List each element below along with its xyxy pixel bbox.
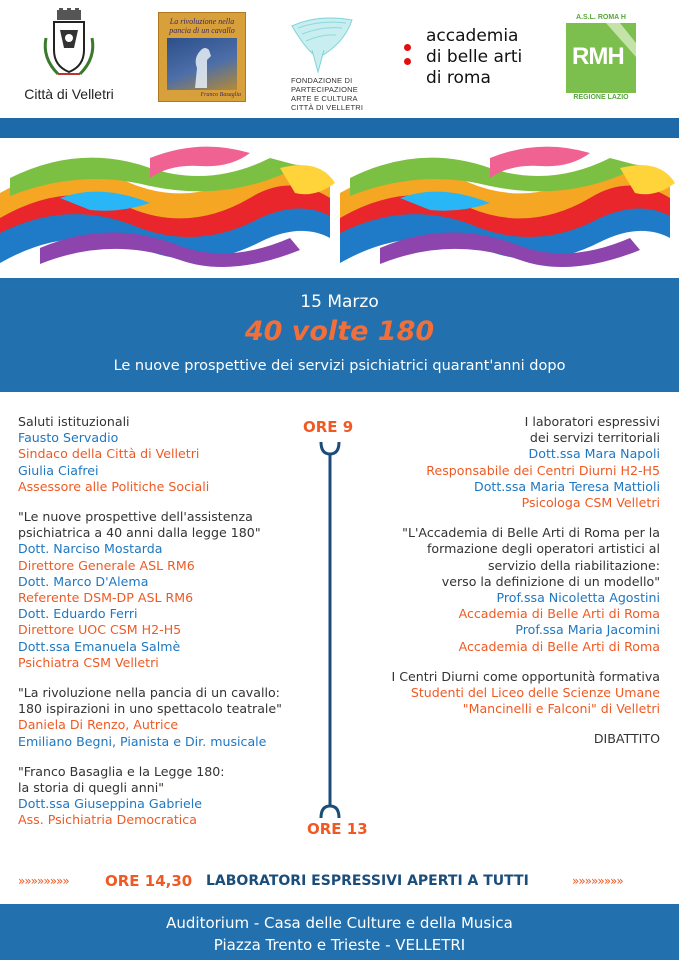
logo-book-rivoluzione (158, 12, 246, 102)
program-line: Dott. Marco D'Alema (18, 573, 149, 589)
accademia-line: di belle arti (426, 47, 523, 67)
chevrons-right-icon: »»»»»»»» (572, 874, 623, 888)
fondazione-line: ARTE E CULTURA (291, 94, 358, 103)
program-block (355, 731, 660, 747)
fondazione-line: CITTÀ DI VELLETRI (291, 103, 364, 112)
top-blue-band (0, 118, 679, 138)
event-date: 15 Marzo (300, 292, 379, 312)
program-block (18, 764, 318, 829)
program-line: Dott.ssa Giuseppina Gabriele (18, 796, 203, 812)
logo-asl-roma-h (563, 14, 639, 108)
program-line: I laboratori espressivi (524, 414, 660, 429)
horse-silhouette-icon (167, 38, 237, 90)
program-block (18, 509, 318, 671)
program-line: Fausto Servadio (18, 430, 119, 446)
asl-mark-box (566, 23, 636, 93)
asl-mark-text: RMH (572, 43, 624, 70)
program-line: 180 ispirazioni in uno spettacolo teatrale" (18, 701, 282, 717)
logo-citta-di-velletri (10, 8, 128, 108)
program-line: Dott.ssa Maria Teresa Mattioli (474, 478, 660, 494)
event-title: 40 volte 180 (244, 316, 435, 347)
venue-address: Piazza Trento e Trieste - VELLETRI (213, 936, 466, 954)
program-line: Prof.ssa Nicoletta Agostini (496, 590, 660, 606)
program-line: Responsabile dei Centri Diurni H2-H5 (426, 462, 660, 478)
afternoon-label: LABORATORI ESPRESSIVI APERTI A TUTTI (206, 873, 529, 889)
program-line: Prof.ssa Maria Jacomini (515, 622, 660, 638)
fondazione-line: PARTECIPAZIONE (291, 85, 358, 94)
logo-fondazione (288, 14, 394, 114)
program-line: Daniela Di Renzo, Autrice (18, 717, 179, 733)
velletri-caption: Città di Velletri (24, 86, 114, 102)
program-line: Assessore alle Politiche Sociali (18, 478, 210, 494)
book-title: La rivoluzione nella pancia di un cavallo (169, 17, 235, 35)
asl-top-text: A.S.L. ROMA H (576, 14, 626, 21)
program-block (18, 685, 318, 750)
program-line: Accademia di Belle Arti di Roma (458, 638, 660, 654)
paint-splash-banner (0, 138, 679, 278)
chevrons-left-icon: »»»»»»»» (18, 874, 69, 888)
program-line: Referente DSM-DP ASL RM6 (18, 590, 194, 606)
venue-name: Auditorium - Casa delle Culture e della Musica (166, 914, 513, 932)
program-line: Dott. Narciso Mostarda (18, 541, 163, 557)
program-block (18, 414, 318, 495)
fondazione-text (291, 76, 363, 112)
program-line: Dott.ssa Emanuela Salmè (18, 638, 181, 654)
logo-accademia (404, 26, 554, 96)
program-line: Emiliano Begni, Pianista e Dir. musicale (18, 733, 267, 749)
program-line: "Le nuove prospettive dell'assistenza (18, 509, 253, 525)
program-left-column (18, 414, 318, 843)
afternoon-line (0, 868, 679, 896)
program-line: DIBATTITO (593, 731, 660, 747)
program-line: "Franco Basaglia e la Legge 180: (18, 763, 225, 779)
program-section (0, 392, 679, 862)
fondazione-line: FONDAZIONE DI (291, 76, 353, 85)
fondazione-shell-icon (288, 14, 358, 74)
program-line: I Centri Diurni come opportunità formativa (391, 668, 660, 684)
afternoon-time: ORE 14,30 (105, 872, 193, 890)
program-line: la storia di quegli anni" (18, 780, 165, 796)
program-line: "La rivoluzione nella pancia di un cavallo: (18, 685, 280, 701)
start-time: ORE 9 (303, 418, 354, 436)
program-line: Dott.ssa Mara Napoli (528, 446, 660, 462)
paint-splash-icon (0, 138, 679, 278)
asl-bottom-text: REGIONE LAZIO (573, 94, 629, 101)
title-banner (0, 278, 679, 392)
program-line: formazione degli operatori artistici al (426, 541, 660, 557)
program-line: Psicologa CSM Velletri (521, 495, 660, 511)
program-line: verso la definizione di un modello" (441, 573, 660, 589)
logo-header (0, 0, 679, 118)
venue-footer (0, 904, 679, 960)
program-line: Psichiatra CSM Velletri (18, 654, 159, 670)
program-line: Ass. Psichiatria Democratica (18, 812, 197, 828)
program-block (355, 669, 660, 718)
program-line: servizio della riabilitazione: (487, 557, 660, 573)
program-line: Accademia di Belle Arti di Roma (458, 606, 660, 622)
accademia-line: accademia (426, 26, 519, 46)
program-line: Direttore UOC CSM H2-H5 (18, 622, 182, 638)
event-subtitle: Le nuove prospettive dei servizi psichiatrici quarant'anni dopo (113, 358, 566, 374)
book-cover-image (167, 38, 237, 90)
program-line: Giulia Ciafrei (18, 462, 99, 478)
program-line: psichiatrica a 40 anni dalla legge 180" (18, 525, 261, 541)
program-line: dei servizi territoriali (529, 430, 660, 446)
end-time: ORE 13 (307, 820, 368, 838)
program-line: "Mancinelli e Falconi" di Velletri (462, 701, 660, 717)
accademia-line: di roma (426, 68, 491, 88)
program-line: Sindaco della Città di Velletri (18, 446, 200, 462)
program-block (355, 525, 660, 655)
program-line: "L'Accademia di Belle Arti di Roma per la (402, 525, 660, 541)
program-line: Saluti istituzionali (18, 414, 130, 429)
program-line: Dott. Eduardo Ferri (18, 606, 138, 622)
book-signature: Franco Basaglia (200, 92, 241, 98)
timeline-icon (318, 440, 342, 820)
accademia-dots-icon (404, 44, 412, 72)
program-block (355, 414, 660, 511)
velletri-crest-icon (40, 8, 98, 82)
program-line: Direttore Generale ASL RM6 (18, 557, 195, 573)
program-right-column (355, 414, 660, 762)
program-line: Studenti del Liceo delle Scienze Umane (410, 685, 660, 701)
